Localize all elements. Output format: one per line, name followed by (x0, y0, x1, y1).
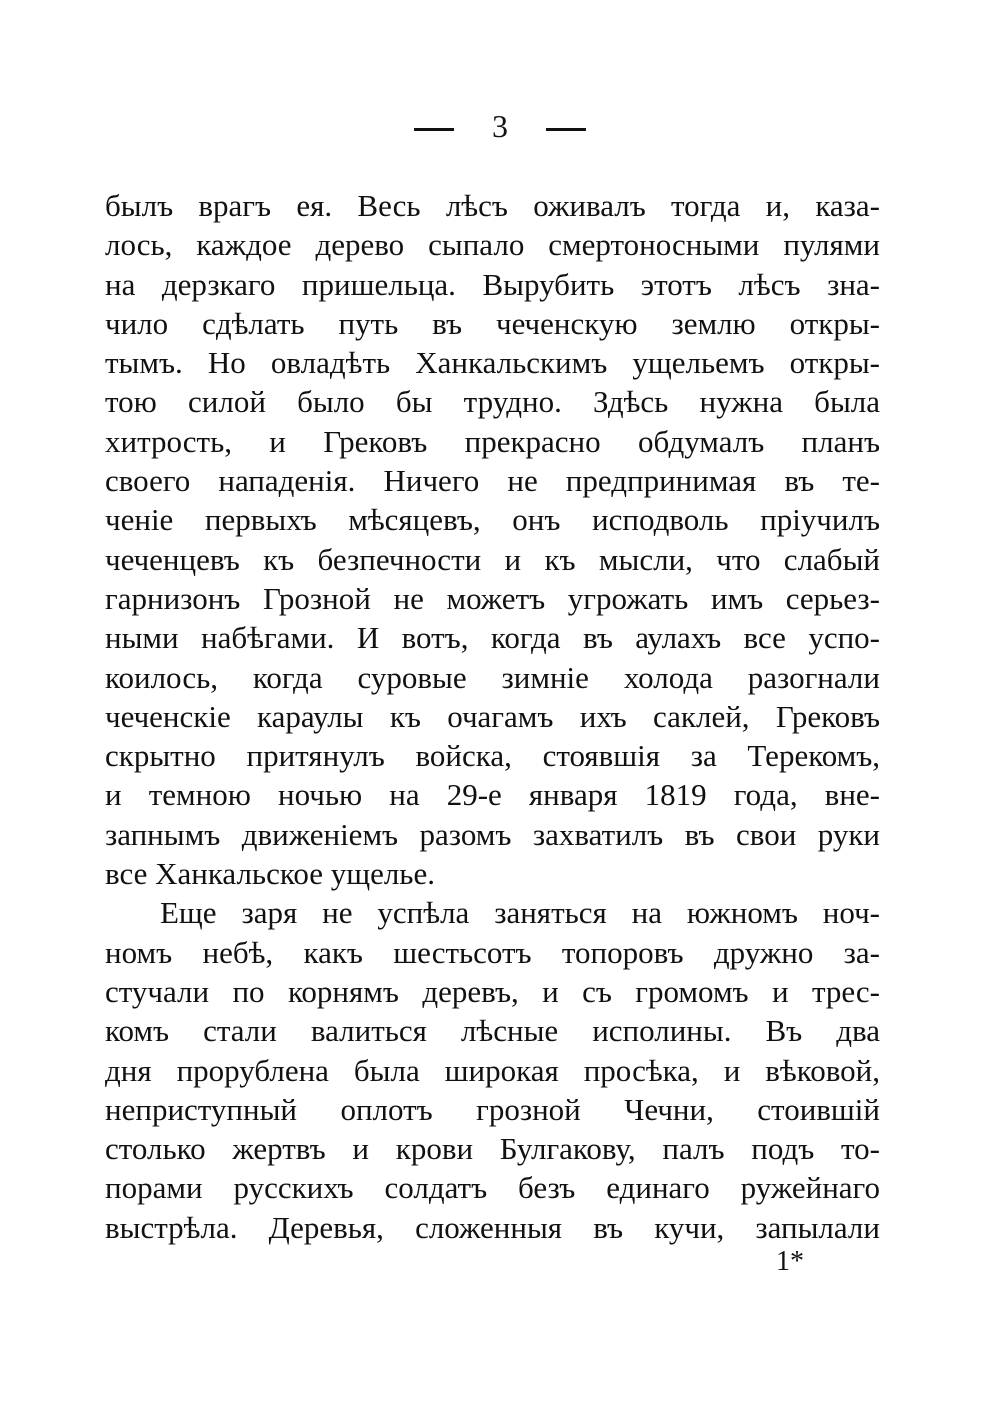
text-line: скрытно притянулъ войска, стоявшія за Терекомъ, (105, 738, 880, 774)
text-line: ными набѣгами. И вотъ, когда въ аулахъ все успо- (105, 620, 880, 656)
text-line: на дерзкаго пришельца. Вырубить этотъ лѣсъ зна- (105, 266, 880, 302)
text-line: столько жертвъ и крови Булгакову, палъ подъ то- (105, 1131, 880, 1167)
text-line: ченіе первыхъ мѣсяцевъ, онъ исподволь пріучилъ (105, 502, 880, 538)
text-line: порами русскихъ солдатъ безъ единаго ружейнаго (105, 1170, 880, 1206)
text-line: гарнизонъ Грозной не можетъ угрожать имъ серьез- (105, 580, 880, 616)
header-dash-left (414, 128, 454, 131)
text-line: неприступный оплотъ грозной Чечни, стоившій (105, 1091, 880, 1127)
text-line: стучали по корнямъ деревъ, и съ громомъ и трес- (105, 973, 880, 1009)
text-line: дня прорублена была широкая просѣка, и вѣковой, (105, 1052, 880, 1088)
text-line: Еще заря не успѣла заняться на южномъ ноч- (160, 895, 880, 931)
page-header (0, 108, 1000, 145)
text-line: хитрость, и Грековъ прекрасно обдумалъ планъ (105, 423, 880, 459)
text-line: лось, каждое дерево сыпало смертоносными пулями (105, 227, 880, 263)
text-line: тымъ. Но овладѣть Ханкальскимъ ущельемъ откры- (105, 345, 880, 381)
text-line: все Ханкальское ущелье. (105, 856, 435, 892)
text-line: комъ стали валиться лѣсные исполины. Въ два (105, 1013, 880, 1049)
text-line: номъ небѣ, какъ шестьсотъ топоровъ дружно за- (105, 934, 880, 970)
text-line: коилось, когда суровые зимніе холода разогнали (105, 659, 880, 695)
text-line: запнымъ движеніемъ разомъ захватилъ въ свои руки (105, 816, 880, 852)
text-line: своего нападенія. Ничего не предпринимая въ те- (105, 463, 880, 499)
text-line: выстрѣла. Деревья, сложенныя въ кучи, запылали (105, 1209, 880, 1245)
text-line: чеченцевъ къ безпечности и къ мысли, что слабый (105, 541, 880, 577)
text-line: и темною ночью на 29-е января 1819 года, вне- (105, 777, 880, 813)
page-number: 3 (492, 108, 508, 144)
header-dash-right (546, 128, 586, 131)
text-line: чило сдѣлать путь въ чеченскую землю откры- (105, 305, 880, 341)
text-line: чеченскіе караулы къ очагамъ ихъ саклей, Грековъ (105, 698, 880, 734)
text-line: тою силой было бы трудно. Здѣсь нужна была (105, 384, 880, 420)
text-line: былъ врагъ ея. Весь лѣсъ оживалъ тогда и, каза- (105, 188, 880, 223)
signature-mark: 1* (776, 1246, 804, 1277)
body-text (105, 186, 880, 1247)
